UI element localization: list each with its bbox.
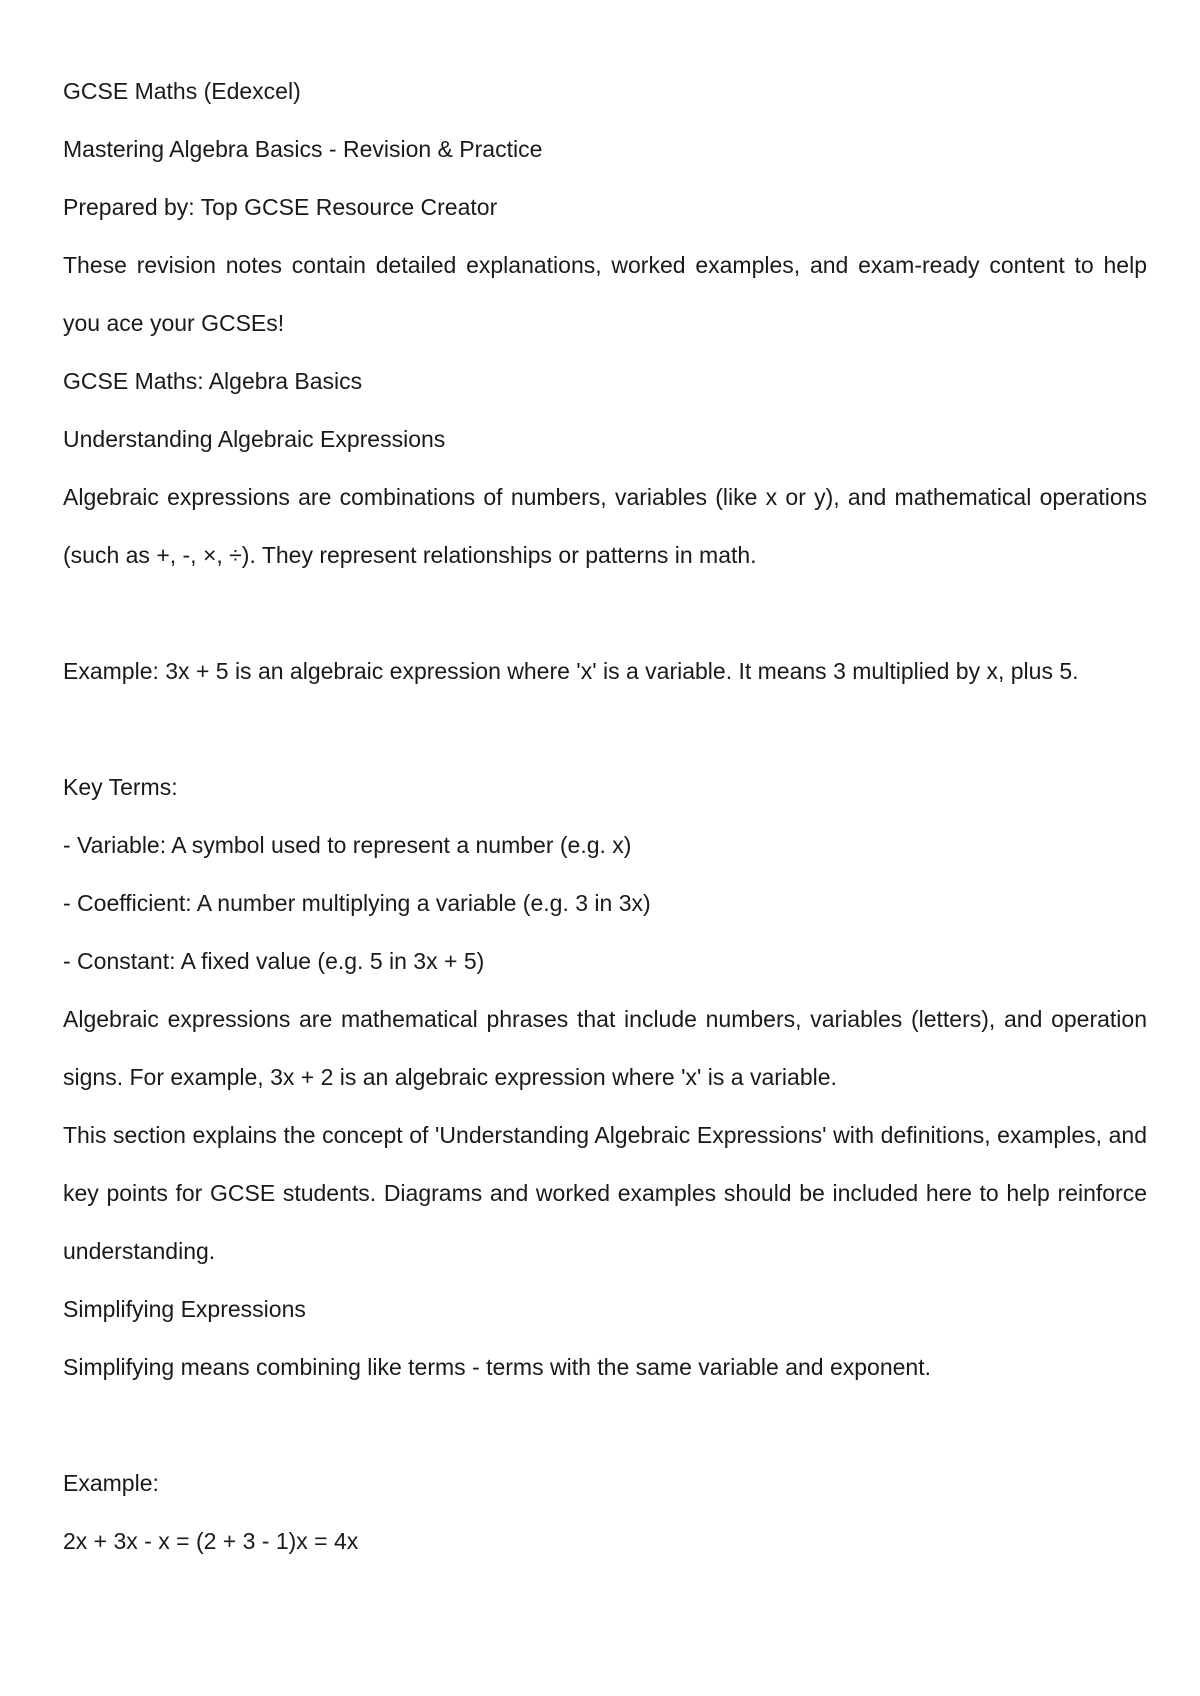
key-term-item: - Coefficient: A number multiplying a variable (e.g. 3 in 3x) [63,890,651,916]
document-title: Mastering Algebra Basics - Revision & Practice [63,136,543,162]
example-line: Example: 3x + 5 is an algebraic expression where 'x' is a variable. It means 3 multiplied by x, plus 5. [63,658,1079,684]
explanation-paragraph: This section explains the concept of 'Understanding Algebraic Expressions' with definitions, examples, and key points for GCSE students. Diagrams and worked examples should be included here to help reinforce understanding. [63,1122,1147,1264]
document-page [63,62,1147,1570]
worked-example: 2x + 3x - x = (2 + 3 - 1)x = 4x [63,1528,359,1554]
summary-paragraph: Algebraic expressions are mathematical phrases that include numbers, variables (letters), and operation signs. For example, 3x + 2 is an algebraic expression where 'x' is a variable. [63,1006,1147,1090]
simplifying-definition: Simplifying means combining like terms - terms with the same variable and exponent. [63,1354,931,1380]
section-subheading: Understanding Algebraic Expressions [63,426,446,452]
example-label: Example: [63,1470,159,1496]
author-line: Prepared by: Top GCSE Resource Creator [63,194,498,220]
key-term-item: - Variable: A symbol used to represent a number (e.g. x) [63,832,632,858]
key-term-item: - Constant: A fixed value (e.g. 5 in 3x + 5) [63,948,485,974]
simplifying-heading: Simplifying Expressions [63,1296,306,1322]
key-terms-heading: Key Terms: [63,774,178,800]
spacer [63,584,1147,642]
section-heading: GCSE Maths: Algebra Basics [63,368,363,394]
spacer [63,700,1147,758]
intro-paragraph: These revision notes contain detailed explanations, worked examples, and exam-ready content to help you ace your GCSEs! [63,252,1147,336]
course-title: GCSE Maths (Edexcel) [63,78,301,104]
spacer [63,1396,1147,1454]
definition-paragraph: Algebraic expressions are combinations of numbers, variables (like x or y), and mathematical operations (such as +, -, ×, ÷). They represent relationships or patterns in math. [63,484,1147,568]
